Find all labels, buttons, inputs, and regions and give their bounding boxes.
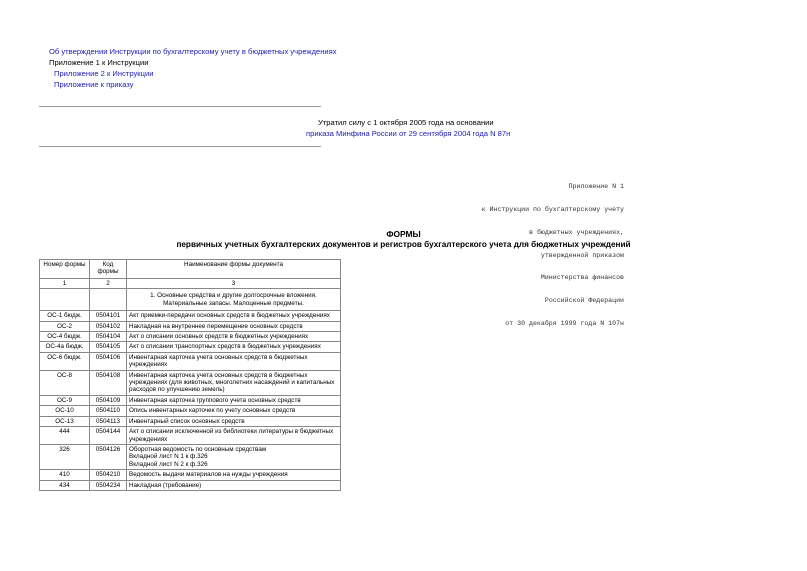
form-code-cell: 0504126: [90, 444, 127, 469]
form-name-cell: Инвентарный список основных средств: [127, 416, 341, 426]
appendix-line: утвержденной приказом: [540, 251, 624, 259]
form-code-cell: 0504106: [90, 352, 127, 370]
table-row: [40, 416, 341, 426]
form-number-cell: 444: [40, 427, 90, 445]
table-row: [40, 444, 341, 469]
form-name-cell: Накладная на внутреннее перемещение основных средств: [127, 321, 341, 331]
form-number-cell: ОС-13: [40, 416, 90, 426]
table-row: [40, 332, 341, 342]
form-code-cell: 0504101: [90, 311, 127, 321]
form-code-cell: 0504105: [90, 342, 127, 352]
section-empty-cell: [40, 289, 90, 311]
forms-table: [39, 259, 341, 491]
section-row: [40, 289, 341, 311]
form-name-cell: Инвентарная карточка учета основных средств в бюджетных учреждениях (для животных, многолетних насаждений и капитальных расходов по улучшению земель): [127, 370, 341, 395]
column-number-cell: 3: [127, 279, 341, 289]
header-cell: Номер формы: [40, 260, 90, 279]
header-cell: Наименование формы документа: [127, 260, 341, 279]
form-number-cell: ОС-9: [40, 395, 90, 405]
form-number-cell: 410: [40, 470, 90, 480]
form-name-cell: Инвентарная карточка группового учета основных средств: [127, 395, 341, 405]
header-cell: Код формы: [90, 260, 127, 279]
table-row: [40, 352, 341, 370]
link-order-appendix[interactable]: Приложение к приказу: [54, 80, 134, 89]
table-row: [40, 480, 341, 490]
form-name-cell: Оборотная ведомость по основным средствам Вкладной лист N 1 к ф.326 Вкладной лист N 2 к ф.326: [127, 444, 341, 469]
appendix-line: Российской Федерации: [544, 297, 624, 305]
form-name-cell: Опись инвентарных карточек по учету основных средств: [127, 406, 341, 416]
table-row: [40, 321, 341, 331]
appendix-line: в бюджетных учреждениях,: [529, 228, 624, 236]
table-row: [40, 395, 341, 405]
divider-bottom: [39, 146, 321, 147]
appendix-line: к Инструкции по бухгалтерскому учету: [481, 205, 624, 213]
appendix-line: Приложение N 1: [568, 183, 624, 191]
table-row: [40, 342, 341, 352]
form-number-cell: ОС-4 бюдж.: [40, 332, 90, 342]
table-row: [40, 427, 341, 445]
form-name-cell: Инвентарная карточка учета основных средств в бюджетных учреждениях: [127, 352, 341, 370]
table-row: [40, 470, 341, 480]
appendix-block: [430, 168, 624, 335]
column-number-cell: 2: [90, 279, 127, 289]
form-code-cell: 0504104: [90, 332, 127, 342]
link-instruction[interactable]: Об утверждении Инструкции по бухгалтерскому учету в бюджетных учреждениях: [49, 47, 337, 56]
link-minfin-order[interactable]: приказа Минфина России от 29 сентября 2004 года N 87н: [306, 129, 511, 138]
table-row: [40, 370, 341, 395]
form-code-cell: 0504110: [90, 406, 127, 416]
form-number-cell: ОС-8: [40, 370, 90, 395]
form-number-cell: ОС-6 бюдж.: [40, 352, 90, 370]
form-code-cell: 0504144: [90, 427, 127, 445]
form-code-cell: 0504102: [90, 321, 127, 331]
divider-top: [39, 106, 321, 107]
form-number-cell: ОС-1 бюдж.: [40, 311, 90, 321]
form-name-cell: Акт о списании основных средств в бюджетных учреждениях: [127, 332, 341, 342]
column-number-cell: 1: [40, 279, 90, 289]
form-number-cell: ОС-4а бюдж.: [40, 342, 90, 352]
page-title: ФОРМЫ: [386, 229, 421, 239]
link-appendix-2[interactable]: Приложение 2 к Инструкции: [54, 69, 154, 78]
appendix-line: от 30 декабря 1999 года N 107н: [505, 319, 624, 327]
form-number-cell: 434: [40, 480, 90, 490]
table-row: [40, 311, 341, 321]
appendix-1-label: Приложение 1 к Инструкции: [49, 58, 149, 67]
form-number-cell: ОС-2: [40, 321, 90, 331]
form-name-cell: Акт приемки-передачи основных средств в бюджетных учреждениях: [127, 311, 341, 321]
form-code-cell: 0504234: [90, 480, 127, 490]
form-number-cell: ОС-10: [40, 406, 90, 416]
form-name-cell: Ведомость выдачи материалов на нужды учреждения: [127, 470, 341, 480]
page-subtitle: первичных учетных бухгалтерских документов и регистров бухгалтерского учета для бюджетных учреждений: [176, 240, 631, 249]
appendix-line: Министерства финансов: [540, 274, 624, 282]
form-code-cell: 0504210: [90, 470, 127, 480]
section-empty-cell: [90, 289, 127, 311]
form-code-cell: 0504108: [90, 370, 127, 395]
section-title: 1. Основные средства и другие долгосрочные вложения. Материальные запасы. Малоценные предметы.: [127, 289, 341, 311]
form-name-cell: Акт о списании транспортных средств в бюджетных учреждениях: [127, 342, 341, 352]
table-row: [40, 406, 341, 416]
column-number-row: [40, 279, 341, 289]
form-name-cell: Накладная (требование): [127, 480, 341, 490]
form-code-cell: 0504109: [90, 395, 127, 405]
form-code-cell: 0504113: [90, 416, 127, 426]
table-header-row: [40, 260, 341, 279]
form-name-cell: Акт о списании исключенной из библиотеки литературы в бюджетных учреждениях: [127, 427, 341, 445]
form-number-cell: 326: [40, 444, 90, 469]
notice-text: Утратил силу с 1 октября 2005 года на основании: [318, 118, 494, 127]
